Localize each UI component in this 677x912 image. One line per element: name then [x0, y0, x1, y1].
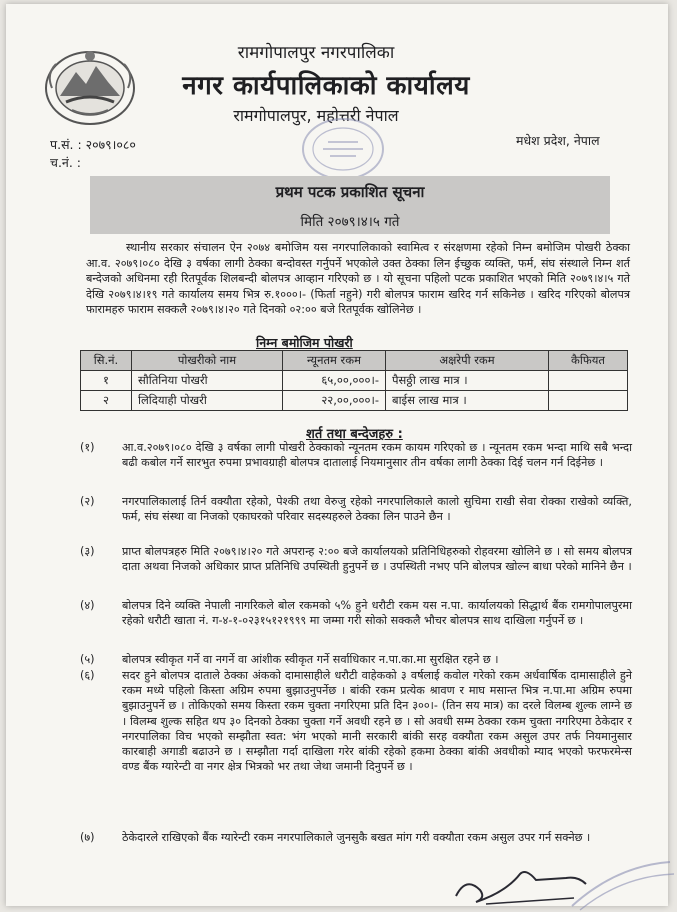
col-pond-name: पोखरीको नाम [132, 351, 283, 371]
office-stamp-icon [566, 856, 676, 912]
notice-date: मिति २०७९।४।५ गते [300, 214, 400, 230]
cell-amount-words: पैसठ्ठी लाख मात्र । [386, 371, 549, 391]
condition-number: (२) [80, 495, 95, 508]
condition-text: सदर हुने बोलपत्र दाताले ठेक्का अंकको दामासाहीले धरौटी वाहेकको ३ वर्षलाई कवोल गरेको रकम अर्धवार्षिक दामासाहीले हुने रकम मध्ये पहिलो किस्ता अग्रिम रुपमा बुझाउनुपर्नेछ । बांकी रकम प्रत्येक श्रावण र माघ मसान्त भित्र न.पा.मा अग्रिम रुपमा बुझाउनुपर्ने छ । तोकिएको समय किस्ता रकम चुक्ता नगरिएमा प्रति दिन ३००।- (तिन सय मात्र) का दरले विलम्ब शुल्क लाग्ने छ । विलम्ब शुल्क सहित थप ३० दिनको ठेक्का चुक्ता गर्ने अवधी रहने छ । सो अवधी सम्म ठेक्का रकम चुक्ता नगरिएमा ठेकेदार र नगरपालिका विच भएको सम्झौता स्वत: भंग भएको मानी सरकारी बांकी सरह वक्यौता रकम असुल उपर तर्फ नियमानुसार कारबाही अगाडी बढाउने छ । सम्झौता गर्दा दाखिला गरेर बांकी रहेको हकमा ठेक्का बांकी अवधीको म्याद भएको फरफरमेन्स वण्ड बैंक ग्यारेन्टी वा नगर क्षेत्र भित्रको भर तथा जेथा जमानी दिनुपर्ने छ । [122, 669, 632, 774]
cell-remarks [549, 391, 628, 411]
col-min-amount: न्यूनतम रकम [283, 351, 386, 371]
condition-text: बोलपत्र दिने व्यक्ति नेपाली नागरिकले बोल रकमको ५% हुने धरौटी रकम यस न.पा. कार्यालयको सिद्धार्थ बैंक रामगोपालपुरमा रहेको धरौटी खाता नं. ग-४-१-०२३१५१२१९९९ मा जम्मा गरी सोको सक्कलै भौचर बोलपत्र साथ दाखिला गर्नुपर्ने छ । [122, 599, 632, 628]
pond-table [80, 350, 628, 411]
cell-min-amount: २२,००,०००।- [283, 391, 386, 411]
condition-text: ठेकेदारले राखिएको बैंक ग्यारेन्टी रकम नगरपालिकाले जुनसुकै बखत मांग गरी वक्यौता रकम असुल उपर गर्न सक्नेछ । [122, 831, 591, 844]
office-address: रामगोपालपुर, महोत्तरी नेपाल [233, 106, 399, 125]
municipality-name: रामगोपालपुर नगरपालिका [237, 43, 395, 63]
cell-pond-name: सौतिनिया पोखरी [132, 371, 283, 391]
condition-number: (१) [80, 441, 95, 454]
condition-text: बोलपत्र स्वीकृत गर्ने वा नगर्ने वा आंशीक स्वीकृत गर्ने सर्वाधिकार न.पा.का.मा सुरक्षित रहने छ । [122, 653, 499, 666]
col-remarks: कैफियत [549, 351, 628, 371]
cell-amount-words: बाईस लाख मात्र । [386, 391, 549, 411]
condition-number: (४) [80, 599, 95, 612]
nepal-emblem-icon [42, 44, 138, 126]
table-header-row [81, 351, 628, 371]
dispatch-number: च.नं. : [50, 155, 82, 170]
cell-pond-name: लिदियाही पोखरी [132, 391, 283, 411]
condition-text: आ.व.२०७९।०८० देखि ३ वर्षका लागी पोखरी ठेक्काको न्यूनतम रकम कायम गरिएको छ । न्यूनतम रकम भन्दा माथि सबै भन्दा बढी कबोल गर्ने सारभुत रुपमा प्रभावग्राही बोलपत्र दातालाई नियमानुसार तीन वर्षका लागी ठेक्का दिई चलन गर्न दिईनेछ । [122, 441, 632, 470]
province-label: मधेश प्रदेश, नेपाल [516, 133, 600, 148]
table-row [81, 391, 628, 411]
condition-number: (५) [80, 653, 95, 666]
cell-remarks [549, 371, 628, 391]
reference-number: प.सं. : २०७९।०८० [50, 137, 136, 152]
official-stamp-icon [298, 114, 388, 184]
condition-number: (३) [80, 545, 95, 558]
condition-text: नगरपालिकालाई तिर्न वक्यौता रहेको, पेश्की तथा वेरुजु रहेको नगरपालिकाले कालो सुचिमा राखी सेवा रोक्का राखेको व्यक्ति, फर्म, संघ संस्था वा निजको एकाघरको परिवार सदस्यहरुले ठेक्का लिन पाउने छैन । [122, 495, 632, 524]
cell-serial: १ [81, 371, 132, 391]
conditions-title: शर्त तथा बन्देजहरु : [306, 427, 403, 442]
cell-serial: २ [81, 391, 132, 411]
notice-intro: स्थानीय सरकार संचालन ऐन २०७४ बमोजिम यस नगरपालिकाको स्वामित्व र संरक्षणमा रहेको निम्न बमोजिम पोखरी ठेक्का आ.व. २०७९।०८० देखि ३ वर्षका लागी ठेक्का बन्दोवस्त गर्नुपर्ने भएकोले उक्त ठेक्का लिन ईच्छुक व्यक्ति, फर्म, संघ संस्थाले निम्न शर्त बन्देजको अधिनमा रही रितपूर्वक शिलबन्दी बोलपत्र आव्हान गरिएको छ । यो सूचना पहिलो पटक प्रकाशित भएको मिति २०७९।४।५ गते देखि २०७९।४।१९ गते कार्यालय समय भित्र रु.१०००।- (फिर्ता नहुने) गरी बोलपत्र फाराम खरिद गर्न सकिनेछ । खरिद गरिएको बोलपत्र फारामहरु फाराम सक्कलै २०७९।४।२० गते दिनको ०२:०० बजे रितपूर्वक खोलिनेछ । [86, 241, 630, 317]
cell-min-amount: ६५,००,०००।- [283, 371, 386, 391]
col-serial: सि.नं. [81, 351, 132, 371]
table-row [81, 371, 628, 391]
notice-paper [6, 4, 668, 906]
condition-number: (७) [80, 831, 95, 844]
office-name: नगर कार्यपालिकाको कार्यालय [182, 71, 470, 101]
table-title: निम्न बमोजिम पोखरी [256, 335, 353, 350]
condition-number: (६) [80, 669, 95, 682]
col-amount-words: अक्षरेपी रकम [386, 351, 549, 371]
notice-title: प्रथम पटक प्रकाशित सूचना [275, 183, 425, 201]
condition-text: प्राप्त बोलपत्रहरु मिति २०७९।४।२० गते अपरान्ह २:०० बजे कार्यालयको प्रतिनिधिहरुको रोहवरमा खोलिने छ । सो समय बोलपत्र दाता अथवा निजको अधिकार प्राप्त प्रतिनिधि उपस्थिती हुनुपर्ने छ । उपस्थिती नभए पनि बोलपत्र खोल्न बाधा परेको मानिने छैन । [122, 545, 632, 574]
notice-banner [90, 176, 610, 234]
